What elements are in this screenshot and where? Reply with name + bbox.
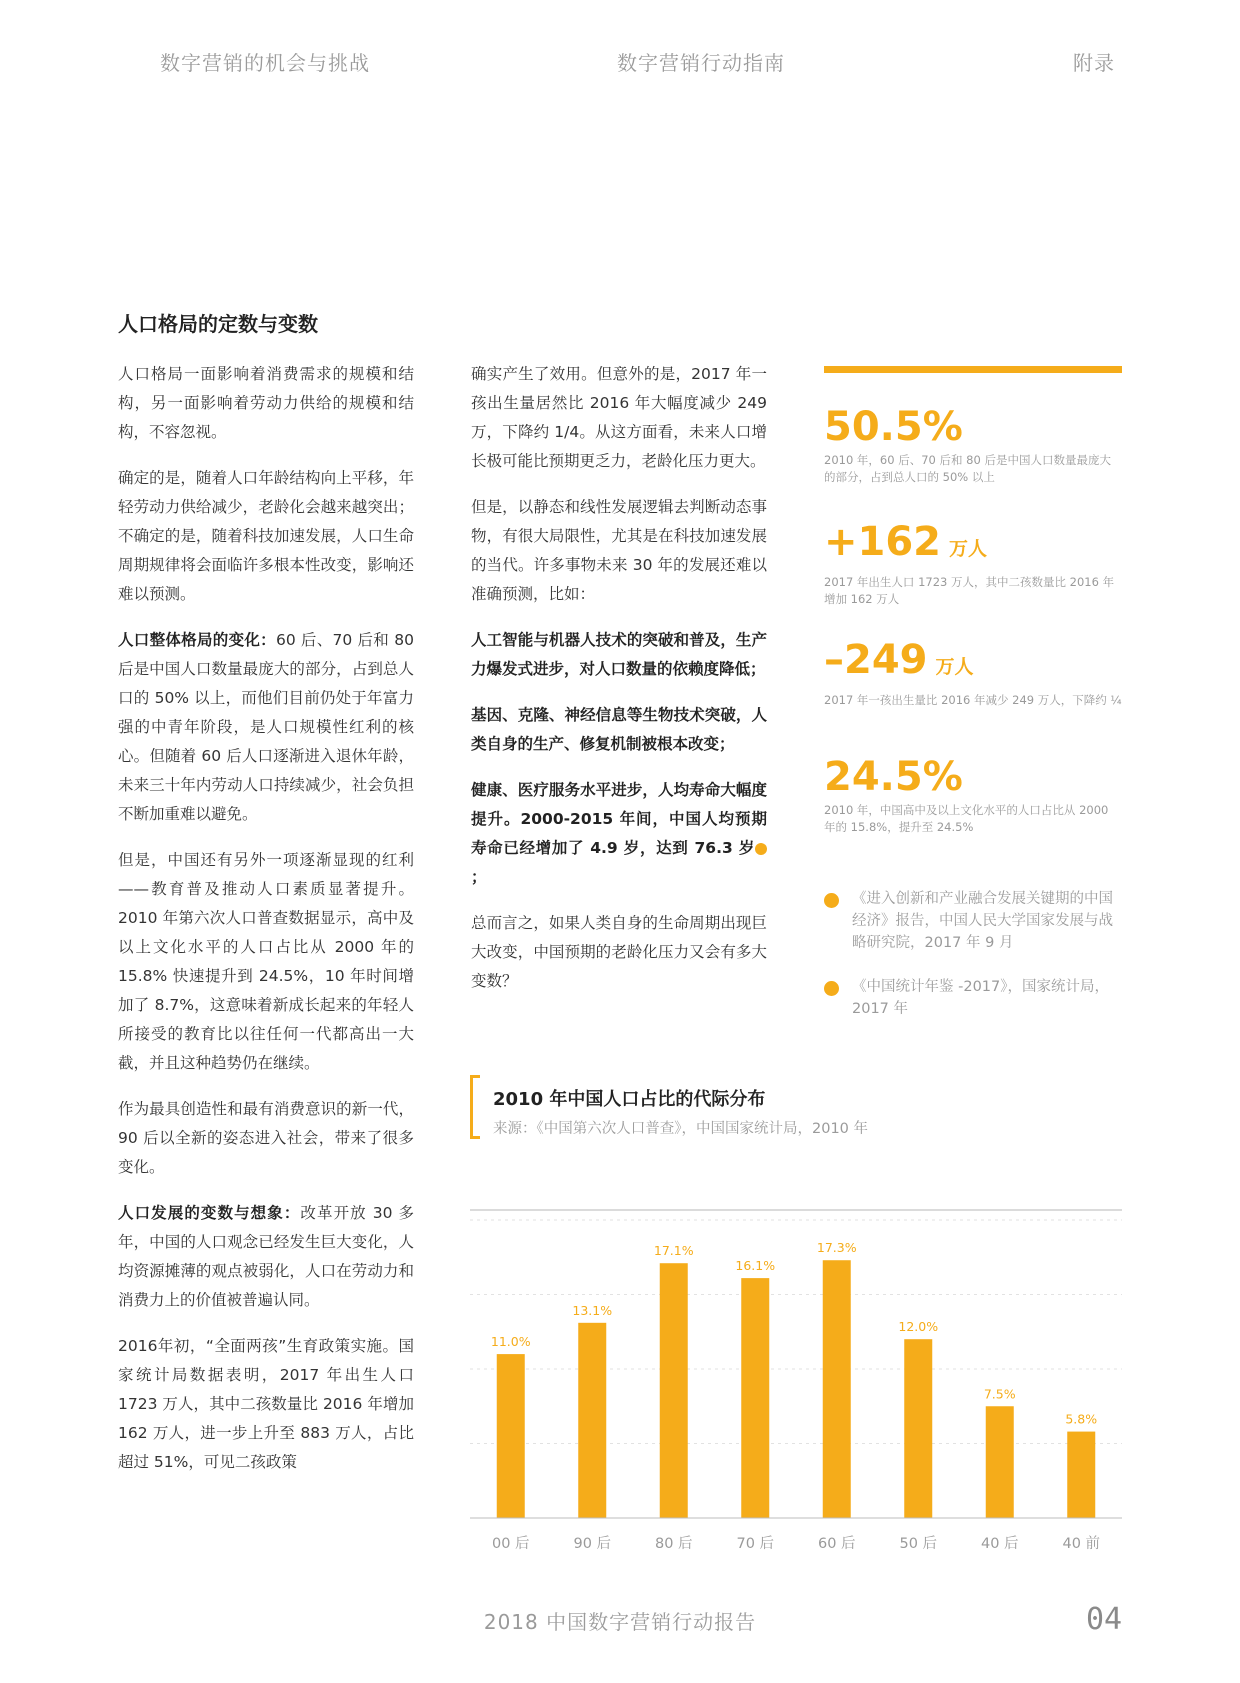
stat-value xyxy=(824,405,1122,449)
footnote-number-icon xyxy=(824,981,839,996)
x-tick-label: 70 后 xyxy=(736,1536,775,1552)
stat-description: 2017 年一孩出生量比 2016 年减少 249 万人，下降约 ¼ xyxy=(824,693,1122,707)
footnote-marker-icon[interactable] xyxy=(755,843,767,855)
bar-value-label: 17.3% xyxy=(816,1240,857,1256)
paragraph xyxy=(118,1199,414,1315)
bullet-health xyxy=(471,776,767,892)
stat-description: 2010 年，中国高中及以上文化水平的人口占比从 2000 年的 15.8%，提升至 24.5% xyxy=(824,803,1109,834)
paragraph-body: 60 后、70 后和 80 后是中国人口数量最庞大的部分，占到总人口的 50% 以上，而他们目前仍处于年富力强的中青年阶段，是人口规模性红利的核心。但随着 60 后人口逐渐进入退休年龄，未来三十年内劳动人口持续减少，社会负担不断加重难以避免。 xyxy=(118,631,414,823)
stat-number: 24.5% xyxy=(824,754,963,800)
stat-number: +162 xyxy=(824,519,942,565)
x-tick-label: 90 后 xyxy=(573,1536,612,1552)
paragraph: 但是，以静态和线性发展逻辑去判断动态事物，有很大局限性，尤其是在科技加速发展的当代。许多事物未来 30 年的发展还难以准确预测，比如： xyxy=(471,498,767,603)
stat-block xyxy=(824,520,1122,608)
stat-description: 2010 年，60 后、70 后和 80 后是中国人口数量最庞大的部分，占到总人口的 50% 以上 xyxy=(824,453,1111,484)
bullet-health-end: ； xyxy=(471,868,487,886)
paragraph-body: 改革开放 30 多年，中国的人口观念已经发生巨大变化，人均资源摊薄的观点被弱化，人口在劳动力和消费力上的价值被普遍认同。 xyxy=(118,1204,414,1309)
paragraph: 确定的是，随着人口年龄结构向上平移，年轻劳动力供给减少，老龄化会越来越突出；不确定的是，随着科技加速发展，人口生命周期规律将会面临许多根本性改变，影响还难以预测。 xyxy=(118,469,414,603)
nav-action-guide[interactable]: 数字营销行动指南 xyxy=(617,51,785,75)
nav-opportunities-challenges[interactable]: 数字营销的机会与挑战 xyxy=(160,51,370,75)
chart-bracket-decoration xyxy=(470,1075,480,1139)
bar[interactable] xyxy=(1067,1432,1095,1518)
stat-block xyxy=(824,405,1122,486)
stat-block xyxy=(824,755,1122,836)
nav-appendix[interactable]: 附录 xyxy=(1073,51,1115,75)
stat-number: 50.5% xyxy=(824,404,963,450)
paragraph: 作为最具创造性和最有消费意识的新一代，90 后以全新的姿态进入社会，带来了很多变化。 xyxy=(118,1100,414,1176)
footnote-text: 《中国统计年鉴 -2017》，国家统计局，2017 年 xyxy=(852,979,1109,1017)
paragraph: 确实产生了效用。但意外的是，2017 年一孩出生量居然比 2016 年大幅度减少 249 万，下降约 1/4。从这方面看，未来人口增长极可能比预期更乏力，老龄化压力更大。 xyxy=(471,365,767,470)
chart-title: 2010 年中国人口占比的代际分布 xyxy=(493,1089,766,1110)
stat-value xyxy=(824,755,1122,799)
chart-source: 来源：《中国第六次人口普查》，中国国家统计局，2010 年 xyxy=(493,1121,869,1137)
bar[interactable] xyxy=(660,1263,688,1518)
stat-value xyxy=(824,638,1122,689)
paragraph: 总而言之，如果人类自身的生命周期出现巨大改变，中国预期的老龄化压力又会有多大变数？ xyxy=(471,914,767,990)
paragraph: 2016年初，“全面两孩”生育政策实施。国家统计局数据表明，2017 年出生人口 1723 万人，其中二孩数量比 2016 年增加 162 万人，进一步上升至 883 万人，占比超过 51%，可见二孩政策 xyxy=(118,1337,414,1471)
stat-value xyxy=(824,520,1122,571)
footnote-1 xyxy=(824,888,1122,954)
bar-value-label: 11.0% xyxy=(490,1334,531,1350)
x-tick-label: 00 后 xyxy=(491,1536,530,1552)
footnote-text: 《进入创新和产业融合发展关键期的中国经济》报告，中国人民大学国家发展与战略研究院，2017 年 9 月 xyxy=(852,891,1113,951)
bar-value-label: 5.8% xyxy=(1065,1411,1098,1427)
paragraph-lead: 人口整体格局的变化： xyxy=(118,631,276,649)
bar[interactable] xyxy=(904,1339,932,1518)
x-tick-label: 40 前 xyxy=(1062,1536,1101,1552)
bar-value-label: 16.1% xyxy=(735,1258,776,1274)
left-column xyxy=(118,360,414,1494)
paragraph xyxy=(118,626,414,829)
footnote-2 xyxy=(824,976,1122,1020)
chart-grid xyxy=(470,1220,1122,1444)
stat-unit: 万人 xyxy=(949,538,988,560)
page-number: 04 xyxy=(1086,1602,1123,1637)
stat-number: –249 xyxy=(824,637,928,683)
bar[interactable] xyxy=(823,1260,851,1518)
bar[interactable] xyxy=(497,1354,525,1518)
stats-accent-bar xyxy=(824,366,1122,373)
paragraph: 但是，中国还有另外一项逐渐显现的红利——教育普及推动人口素质显著提升。2010 年第六次人口普查数据显示，高中及以上文化水平的人口占比从 2000 年的 15.8% 快速提升到 24.5%，10 年时间增加了 8.7%，这意味着新成长起来的年轻人所接受的教育比以往任何一代都高出一大截，并且这种趋势仍在继续。 xyxy=(118,851,414,1072)
paragraph: 人口格局一面影响着消费需求的规模和结构，另一面影响着劳动力供给的规模和结构，不容忽视。 xyxy=(118,365,414,441)
x-tick-label: 50 后 xyxy=(899,1536,938,1552)
bar[interactable] xyxy=(986,1406,1014,1518)
middle-column xyxy=(471,360,767,1013)
bar[interactable] xyxy=(578,1323,606,1518)
bullet-health-text: 健康、医疗服务水平进步，人均寿命大幅度提升。2000-2015 年间，中国人均预期寿命已经增加了 4.9 岁，达到 76.3 岁 xyxy=(471,781,767,857)
bar-chart xyxy=(470,1200,1122,1560)
bar-value-label: 13.1% xyxy=(572,1302,613,1318)
bar-value-label: 12.0% xyxy=(898,1319,939,1335)
stat-block xyxy=(824,638,1122,709)
bar[interactable] xyxy=(741,1278,769,1518)
x-tick-label: 40 后 xyxy=(980,1536,1019,1552)
stat-description: 2017 年出生人口 1723 万人，其中二孩数量比 2016 年增加 162 万人 xyxy=(824,575,1115,606)
x-tick-label: 60 后 xyxy=(817,1536,856,1552)
footnote-number-icon xyxy=(824,893,839,908)
bullet-ai: 人工智能与机器人技术的突破和普及，生产力爆发式进步，对人口数量的依赖度降低； xyxy=(471,631,767,678)
bar-value-label: 7.5% xyxy=(983,1386,1016,1402)
section-title: 人口格局的定数与变数 xyxy=(118,312,318,336)
bullet-biotech: 基因、克隆、神经信息等生物技术突破，人类自身的生产、修复机制被根本改变； xyxy=(471,706,767,753)
paragraph-lead: 人口发展的变数与想象： xyxy=(118,1204,301,1222)
stat-unit: 万人 xyxy=(935,656,974,678)
bar-value-label: 17.1% xyxy=(653,1243,694,1259)
footer-report-title: 2018 中国数字营销行动报告 xyxy=(483,1610,757,1634)
x-tick-label: 80 后 xyxy=(654,1536,693,1552)
